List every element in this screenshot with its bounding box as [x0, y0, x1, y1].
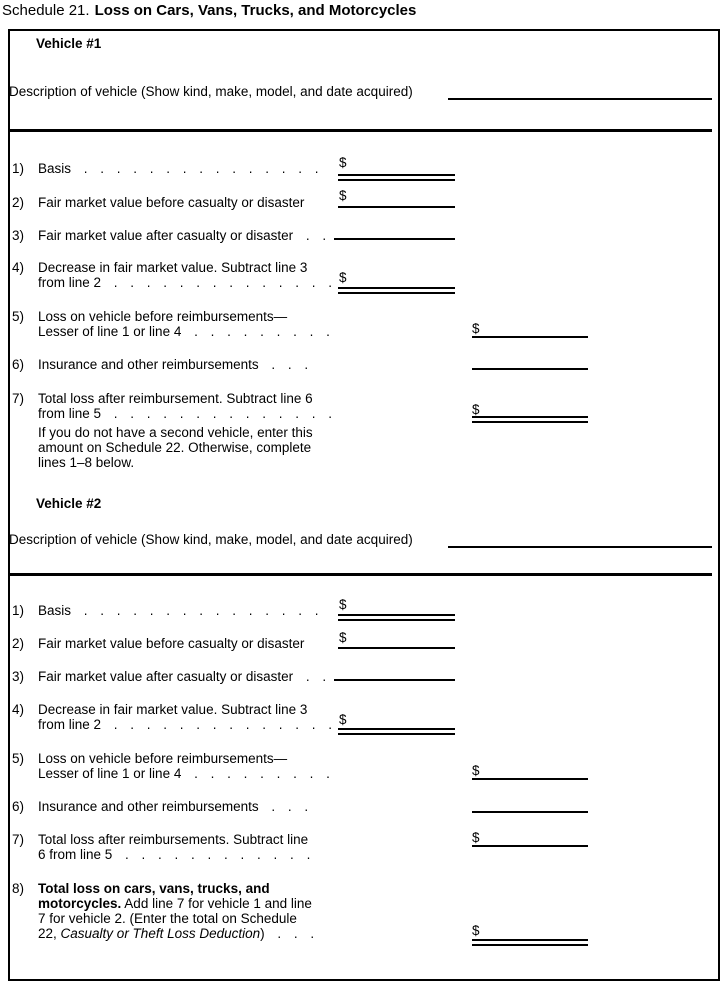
v1-row4-label-line1: Decrease in fair market value. Subtract line 3 — [38, 260, 308, 275]
v1-row7-label-line2 — [38, 407, 332, 421]
v2-row8-label-line4-pre: 22, — [38, 926, 61, 941]
v1-row5 — [12, 310, 287, 324]
dot-leader: . . . . . . . . . — [181, 324, 330, 339]
v2-row8-number: 8) — [12, 881, 25, 896]
v1-row7 — [12, 392, 313, 406]
v1-row4-dollar-sign: $ — [339, 270, 347, 285]
v2-row5-label-line2 — [38, 767, 330, 781]
v1-row3-number: 3) — [12, 228, 25, 243]
v2-row8-label-bold-line1: Total loss on cars, vans, trucks, and — [38, 881, 270, 896]
v2-row4-label-line2-text: from line 2 — [38, 717, 102, 732]
v2-row8-label-line4-post: ) — [260, 926, 265, 941]
dot-leader: . . . . . . . . . . . . — [112, 847, 311, 862]
vehicle1-description-label: Description of vehicle (Show kind, make, model, and date acquired) — [9, 84, 413, 99]
v1-row1-label: Basis — [38, 161, 72, 176]
dot-leader: . . . — [258, 799, 309, 814]
v2-row8-label-line3: 7 for vehicle 2. (Enter the total on Schedule — [38, 911, 297, 926]
v2-row4-amount-field[interactable] — [338, 728, 455, 735]
vehicle1-heading: Vehicle #1 — [36, 36, 102, 51]
v2-row2-dollar-sign: $ — [339, 630, 347, 645]
dot-leader: . . . . . . . . . . . . . . — [101, 275, 333, 290]
v2-row2 — [12, 637, 304, 651]
v1-row5-amount-field[interactable] — [472, 336, 588, 338]
v2-row7 — [12, 833, 308, 847]
v1-row2-label: Fair market value before casualty or disaster — [38, 195, 305, 210]
v1-row6 — [12, 358, 308, 372]
v2-row8-label-bold-line2: motorcycles. — [38, 896, 122, 911]
v1-row5-label-line2 — [38, 325, 330, 339]
v1-row1 — [12, 162, 319, 176]
v2-row5-label-line2-text: Lesser of line 1 or line 4 — [38, 766, 182, 781]
v2-row1-label: Basis — [38, 603, 72, 618]
vehicle1-description-field[interactable] — [448, 98, 712, 100]
v2-row1-dollar-sign: $ — [339, 597, 347, 612]
vehicle1-section-rule — [10, 129, 712, 132]
v2-row3-number: 3) — [12, 669, 25, 684]
v2-row8-label-line4 — [38, 927, 314, 941]
v1-row1-dollar-sign: $ — [339, 155, 347, 170]
v2-row6-number: 6) — [12, 799, 25, 814]
v2-row6-amount-field[interactable] — [472, 811, 588, 813]
v1-row2 — [12, 196, 304, 210]
v2-row7-amount-field[interactable] — [472, 845, 588, 847]
v1-row4 — [12, 261, 307, 275]
dot-leader: . . . . . . . . . . . . . . — [101, 717, 333, 732]
v1-row6-label: Insurance and other reimbursements — [38, 357, 259, 372]
v2-row2-amount-field[interactable] — [338, 647, 455, 649]
v2-row1-number: 1) — [12, 603, 25, 618]
v1-row7-label-line1: Total loss after reimbursement. Subtract line 6 — [38, 391, 313, 406]
dot-leader: . . . — [264, 926, 315, 941]
v1-row1-amount-field[interactable] — [338, 174, 455, 181]
v1-row7-label-line2-text: from line 5 — [38, 406, 102, 421]
v2-row8-dollar-sign: $ — [472, 923, 480, 938]
v1-row6-number: 6) — [12, 357, 25, 372]
v1-row6-amount-field[interactable] — [472, 368, 588, 370]
v1-row7-note-line3: lines 1–8 below. — [38, 455, 135, 470]
v2-row2-number: 2) — [12, 636, 25, 651]
v1-row7-note-line1: If you do not have a second vehicle, enter this — [38, 425, 313, 440]
v2-row7-label-line2-text: 6 from line 5 — [38, 847, 113, 862]
v1-row7-dollar-sign: $ — [472, 402, 480, 417]
page-title — [2, 2, 416, 19]
dot-leader: . . . . . . . . . — [181, 766, 330, 781]
vehicle2-description-field[interactable] — [448, 546, 712, 548]
v2-row5-dollar-sign: $ — [472, 763, 480, 778]
v2-row3 — [12, 670, 326, 684]
v2-row7-label-line2 — [38, 848, 310, 862]
v1-row3-label: Fair market value after casualty or disaster — [38, 228, 294, 243]
v1-row1-number: 1) — [12, 161, 25, 176]
schedule-name: Loss on Cars, Vans, Trucks, and Motorcycles — [94, 2, 417, 19]
v1-row4-label-line2-text: from line 2 — [38, 275, 102, 290]
v2-row8-label-italic: Casualty or Theft Loss Deduction — [60, 926, 261, 941]
v1-row7-amount-field[interactable] — [472, 416, 588, 423]
v2-row5-amount-field[interactable] — [472, 778, 588, 780]
v1-row3-amount-field[interactable] — [334, 238, 455, 240]
v2-row1-amount-field[interactable] — [338, 614, 455, 621]
v2-row8-label-line2-text: Add line 7 for vehicle 1 and line — [121, 896, 312, 911]
vehicle2-heading: Vehicle #2 — [36, 496, 102, 511]
v2-row7-dollar-sign: $ — [472, 830, 480, 845]
v2-row6-label: Insurance and other reimbursements — [38, 799, 259, 814]
v2-row3-amount-field[interactable] — [334, 679, 455, 681]
dot-leader: . . . . . . . . . . . . . . . — [71, 161, 319, 176]
dot-leader: . . . — [258, 357, 309, 372]
v2-row4-dollar-sign: $ — [339, 712, 347, 727]
v1-row3 — [12, 229, 326, 243]
v2-row8-amount-field[interactable] — [472, 939, 588, 946]
dot-leader: . . . . . . . . . . . . . . — [101, 406, 333, 421]
dot-leader: . . — [293, 669, 327, 684]
v1-row5-number: 5) — [12, 309, 25, 324]
v1-row4-number: 4) — [12, 260, 25, 275]
v1-row2-amount-field[interactable] — [338, 206, 455, 208]
v2-row3-label: Fair market value after casualty or disaster — [38, 669, 294, 684]
v2-row8-label-line2 — [38, 897, 312, 911]
v2-row4 — [12, 703, 307, 717]
v2-row5 — [12, 752, 287, 766]
vehicle2-description-label: Description of vehicle (Show kind, make, model, and date acquired) — [9, 532, 413, 547]
v2-row2-label: Fair market value before casualty or disaster — [38, 636, 305, 651]
v1-row7-note-line2: amount on Schedule 22. Otherwise, complete — [38, 440, 312, 455]
v2-row7-number: 7) — [12, 832, 25, 847]
v1-row4-amount-field[interactable] — [338, 287, 455, 294]
v2-row4-label-line2 — [38, 718, 332, 732]
v1-row2-number: 2) — [12, 195, 25, 210]
v1-row5-label-line2-text: Lesser of line 1 or line 4 — [38, 324, 182, 339]
v2-row4-number: 4) — [12, 702, 25, 717]
v2-row4-label-line1: Decrease in fair market value. Subtract line 3 — [38, 702, 308, 717]
v2-row6 — [12, 800, 308, 814]
v1-row4-label-line2 — [38, 276, 332, 290]
v2-row7-label-line1: Total loss after reimbursements. Subtract line — [38, 832, 309, 847]
v1-row5-dollar-sign: $ — [472, 321, 480, 336]
dot-leader: . . . . . . . . . . . . . . . — [71, 603, 319, 618]
v2-row5-label-line1: Loss on vehicle before reimbursements— — [38, 751, 288, 766]
vehicle2-section-rule — [10, 573, 712, 576]
v1-row2-dollar-sign: $ — [339, 188, 347, 203]
v2-row5-number: 5) — [12, 751, 25, 766]
v1-row7-number: 7) — [12, 391, 25, 406]
v1-row5-label-line1: Loss on vehicle before reimbursements— — [38, 309, 288, 324]
dot-leader: . . — [293, 228, 327, 243]
v2-row8 — [12, 882, 270, 896]
schedule-number: Schedule 21. — [2, 2, 90, 19]
v2-row1 — [12, 604, 319, 618]
